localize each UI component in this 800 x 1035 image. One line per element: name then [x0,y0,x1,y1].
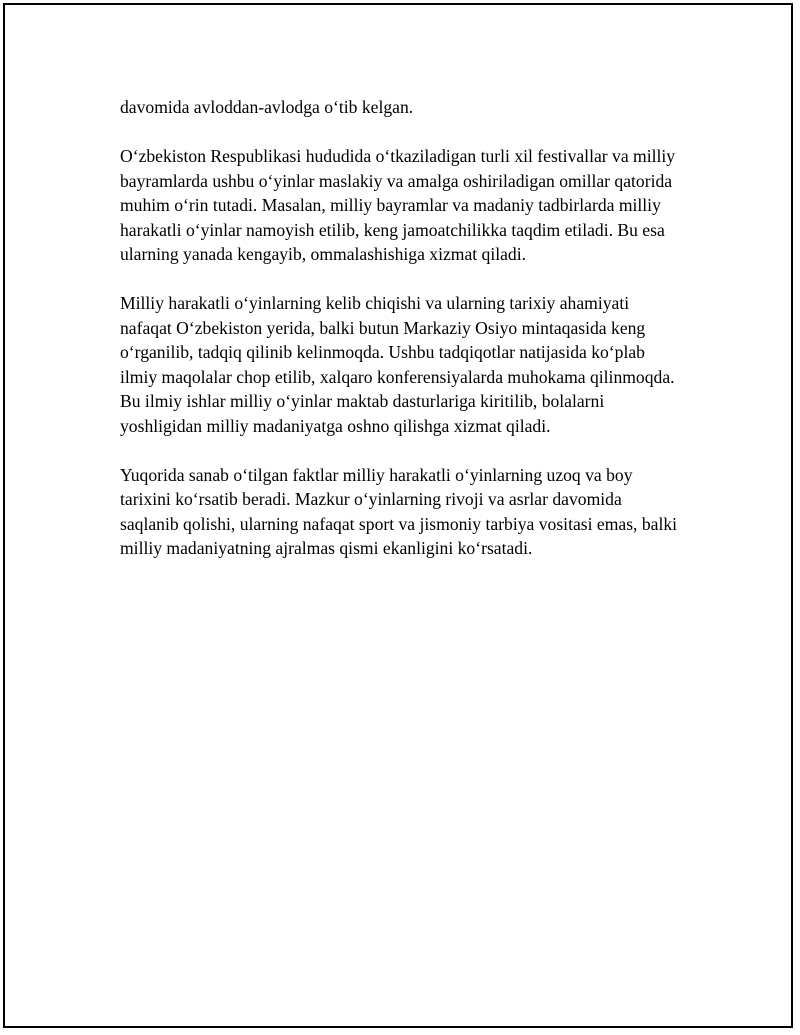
paragraph-2: O‘zbekiston Respublikasi hududida o‘tkaziladigan turli xil festivallar va milliy bayramlarda ushbu o‘yinlar maslakiy va amalga oshiriladigan omillar qatorida muhim o‘rin tutadi. Masalan, milliy bayramlar va madaniy tadbirlarda milliy harakatli o‘yinlar namoyish etilib, keng jamoatchilikka taqdim etiladi. Bu esa ularning yanada kengayib, ommalashishiga xizmat qiladi. [120,146,676,264]
document-body [120,95,680,585]
document-page [3,3,793,1028]
paragraph-3: Milliy harakatli o‘yinlarning kelib chiqishi va ularning tarixiy ahamiyati nafaqat O‘zbekiston yerida, balki butun Markaziy Osiyo mintaqasida keng o‘rganilib, tadqiq qilinib kelinmoqda. Ushbu tadqiqotlar natijasida ko‘plab ilmiy maqolalar chop etilib, xalqaro konferensiyalarda muhokama qilinmoqda. Bu ilmiy ishlar milliy o‘yinlar maktab dasturlariga kiritilib, bolalarni yoshligidan milliy madaniyatga oshno qilishga xizmat qiladi. [120,293,675,436]
paragraph-1: davomida avloddan-avlodga o‘tib kelgan. [120,97,414,117]
paragraph-4: Yuqorida sanab o‘tilgan faktlar milliy harakatli o‘yinlarning uzoq va boy tarixini ko‘rsatib beradi. Mazkur o‘yinlarning rivoji va asrlar davomida saqlanib qolishi, ularning nafaqat sport va jismoniy tarbiya vositasi emas, balki milliy madaniyatning ajralmas qismi ekanligini ko‘rsatadi. [120,464,678,558]
